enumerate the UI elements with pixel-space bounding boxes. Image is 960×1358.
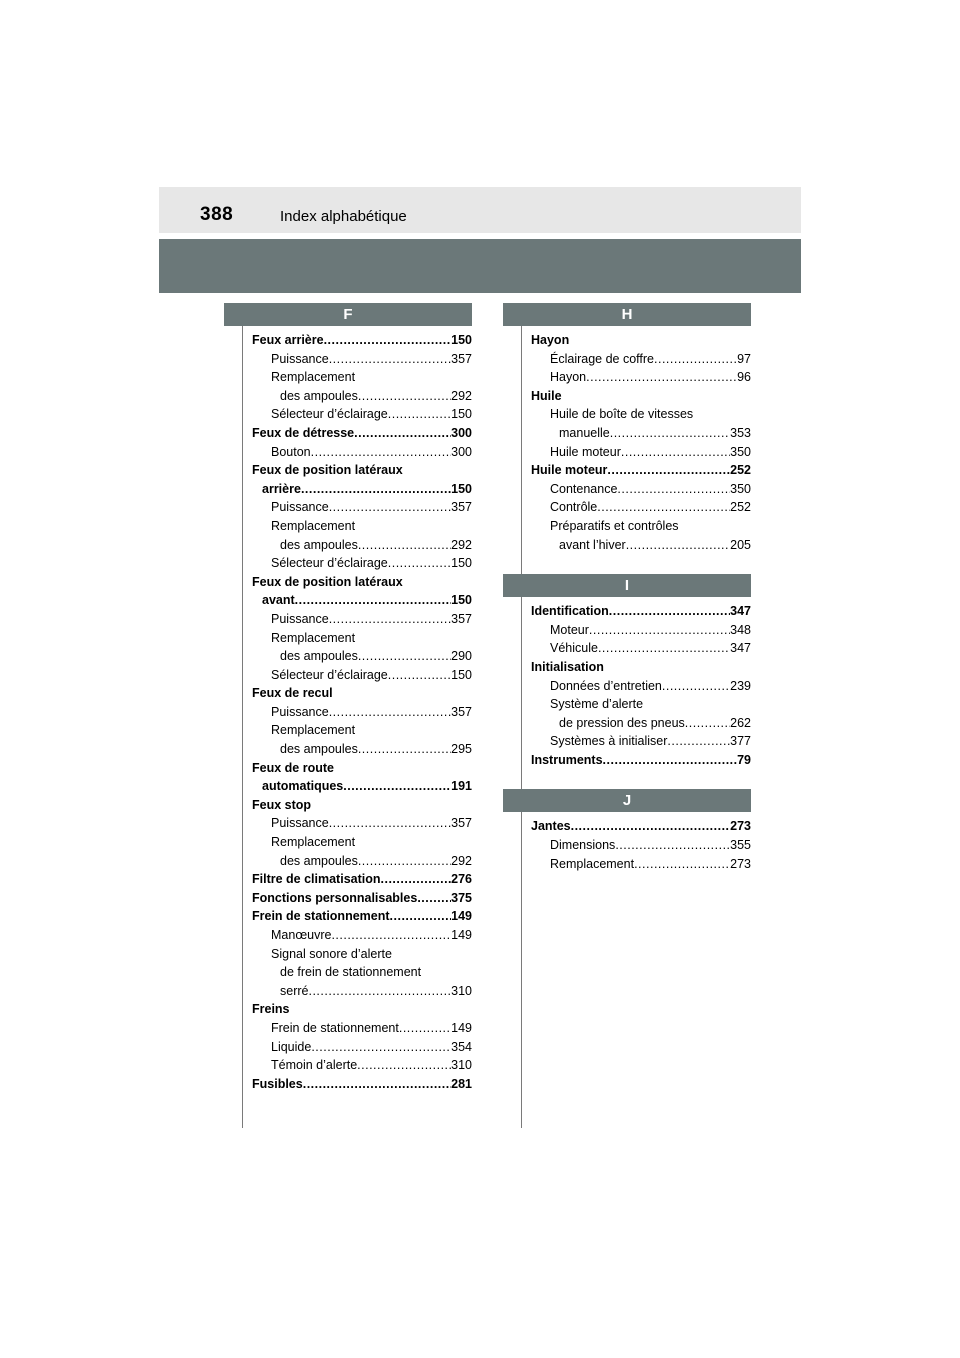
leader-dots [329,350,451,369]
entry-label: arrière [262,481,301,496]
leader-dots [603,751,738,770]
index-entry [252,666,472,685]
index-entry [252,1075,472,1094]
index-entry [531,639,751,658]
entry-label: Sélecteur d’éclairage [271,556,388,571]
entry-label: Sélecteur d’éclairage [271,667,388,682]
entry-label: manuelle [559,425,610,440]
entry-page: 281 [451,1076,472,1091]
entry-page: 357 [451,611,472,626]
index-entry [252,889,472,908]
entry-page: 150 [451,407,472,422]
index-entries-j [522,812,751,873]
entry-label: Dimensions [550,838,616,853]
leader-dots [311,1038,451,1057]
entry-label: Témoin d’alerte [271,1058,358,1073]
entry-label: Systèmes à initialiser [550,734,668,749]
index-entry: de frein de stationnement [280,965,422,980]
leader-dots [329,610,451,629]
index-column-right [521,303,751,1128]
entry-page: 292 [451,388,472,403]
leader-dots [329,498,451,517]
entry-label: Liquide [271,1039,312,1054]
entry-label: Puissance [271,816,329,831]
index-entry [531,836,751,855]
page-number: 388 [200,204,234,225]
leader-dots [390,907,452,926]
leader-dots [654,350,737,369]
entry-page: 353 [730,425,751,440]
entry-page: 300 [451,425,472,440]
index-entry [252,424,472,443]
leader-dots [303,1075,451,1094]
index-entry [531,602,751,621]
entry-page: 292 [451,537,472,552]
entry-label: Fusibles [252,1076,303,1091]
index-entry: Feux de recul [252,686,333,701]
leader-dots [343,777,451,796]
entry-page: 150 [451,593,472,608]
leader-dots [685,714,730,733]
leader-dots [358,536,451,555]
index-entry [252,591,472,610]
leader-dots [621,443,730,462]
entry-label: Fonctions personnalisables [252,890,418,905]
entry-page: 347 [730,641,751,656]
leader-dots [607,461,730,480]
index-entry [531,443,751,462]
index-entries-h [522,326,751,554]
leader-dots [609,602,730,621]
index-entry [252,870,472,889]
entry-page: 347 [730,604,751,619]
entry-label: Contenance [550,481,618,496]
entry-label: Données d’entretien [550,678,662,693]
entry-label: Manœuvre [271,928,332,942]
leader-dots [571,817,731,836]
index-entry: Huile de boîte de vitesses [550,407,694,422]
index-entry [252,350,472,369]
entry-label: Feux de détresse [252,425,355,440]
leader-dots [615,836,730,855]
index-entry [252,740,472,759]
leader-dots [358,852,451,871]
leader-dots [667,732,730,751]
index-entries-i [522,597,751,769]
index-entry [252,1056,472,1075]
entry-page: 355 [730,838,751,853]
leader-dots [354,424,451,443]
index-entry: Freins [252,1002,290,1017]
index-entry [252,331,472,350]
entry-label: serré [280,983,309,998]
leader-dots [301,480,451,499]
entry-page: 300 [451,444,472,459]
entry-page: 149 [451,909,472,924]
index-entry: Préparatifs et contrôles [550,518,679,533]
index-entry [531,751,751,770]
entry-label: Jantes [531,819,571,834]
entry-page: 292 [451,853,472,868]
index-entry [531,677,751,696]
entry-page: 150 [451,556,472,571]
index-entry: Feux stop [252,797,312,812]
entry-label: Remplacement [550,856,635,871]
leader-dots [388,554,451,573]
entry-label: avant [262,593,295,608]
entry-page: 252 [730,463,751,478]
index-entry: Feux de route [252,760,334,775]
leader-dots [617,480,730,499]
index-entry [252,498,472,517]
entry-label: Bouton [271,444,311,459]
index-entry [531,621,751,640]
leader-dots [417,889,451,908]
entry-page: 350 [730,481,751,496]
index-entry [252,1038,472,1057]
leader-dots [399,1019,451,1038]
index-entry [531,480,751,499]
entry-label: des ampoules [280,853,358,868]
entry-page: 97 [737,351,751,366]
entry-label: Hayon [550,370,587,385]
entry-label: Puissance [271,500,329,515]
index-entry [531,424,751,443]
entry-label: Véhicule [550,641,598,656]
entry-page: 205 [730,537,751,552]
leader-dots [634,855,730,874]
leader-dots [324,331,452,350]
index-entry [531,714,751,733]
index-entry [252,926,472,945]
page-title: Index alphabétique [280,208,407,225]
entry-page: 252 [730,500,751,515]
index-entry: Hayon [531,333,570,347]
index-entry: Feux de position latéraux [252,574,403,589]
index-entry [531,817,751,836]
index-entry [252,852,472,871]
index-entry: Remplacement [271,835,356,850]
header-band [159,239,801,293]
entry-page: 357 [451,816,472,831]
leader-dots [331,926,451,945]
leader-dots [597,498,730,517]
entry-page: 310 [451,1058,472,1073]
entry-page: 295 [451,742,472,757]
index-entry [531,461,751,480]
entry-page: 348 [730,622,751,637]
entry-label: Identification [531,604,609,619]
leader-dots [308,982,451,1001]
entry-page: 149 [451,1020,472,1035]
entry-label: des ampoules [280,742,358,757]
entry-label: automatiques [262,779,344,794]
entry-page: 149 [451,928,472,942]
entry-label: Filtre de climatisation [252,872,381,887]
index-entry [252,536,472,555]
entry-label: de pression des pneus [559,715,685,730]
entry-label: des ampoules [280,649,358,664]
entry-page: 273 [730,856,751,871]
entry-label: des ampoules [280,537,358,552]
entry-page: 239 [730,678,751,693]
entry-page: 150 [451,667,472,682]
header-bar [159,187,801,233]
index-entry: Remplacement [271,723,356,738]
index-entry: Signal sonore d’alerte [271,946,392,961]
entry-page: 375 [451,890,472,905]
index-entry [531,732,751,751]
index-entry: Remplacement [271,518,356,533]
entry-label: Huile moteur [550,444,621,459]
leader-dots [662,677,730,696]
section-spacer [522,554,751,574]
entry-label: Frein de stationnement [252,909,390,924]
entry-page: 350 [730,444,751,459]
entry-label: avant l’hiver [559,537,626,552]
entry-page: 150 [451,333,472,347]
leader-dots [388,405,451,424]
index-entry: Remplacement [271,630,356,645]
index-entry: Remplacement [271,370,356,385]
leader-dots [589,621,730,640]
index-entry [531,350,751,369]
section-header-j: J [503,789,751,812]
leader-dots [388,666,451,685]
leader-dots [626,536,730,555]
entry-label: Éclairage de coffre [550,351,654,366]
section-header-f: F [224,303,472,326]
index-entries-f [243,326,472,1093]
entry-label: Frein de stationnement [271,1020,399,1035]
index-entry [531,855,751,874]
entry-label: Instruments [531,752,603,767]
leader-dots [329,814,451,833]
entry-label: des ampoules [280,388,358,403]
entry-page: 262 [730,715,751,730]
leader-dots [358,740,451,759]
entry-page: 290 [451,649,472,664]
index-entry: Système d’alerte [550,697,644,712]
leader-dots [598,639,730,658]
index-entry [252,405,472,424]
leader-dots [358,387,451,406]
entry-label: Sélecteur d’éclairage [271,407,388,422]
entry-page: 150 [451,481,472,496]
entry-page: 357 [451,704,472,719]
entry-page: 354 [451,1039,472,1054]
index-entry: Feux de position latéraux [252,463,403,478]
leader-dots [358,647,451,666]
entry-page: 357 [451,500,472,515]
entry-page: 276 [451,872,472,887]
index-entry [531,536,751,555]
index-entry [252,647,472,666]
leader-dots [586,368,737,387]
section-header-h: H [503,303,751,326]
section-header-i: I [503,574,751,597]
entry-label: Moteur [550,622,589,637]
leader-dots [329,703,451,722]
leader-dots [610,424,730,443]
index-entry [252,387,472,406]
entry-page: 96 [737,370,751,385]
entry-label: Puissance [271,704,329,719]
leader-dots [295,591,451,610]
entry-label: Contrôle [550,500,598,515]
index-entry [252,703,472,722]
index-column-left [242,303,472,1128]
index-entry [252,443,472,462]
index-entry [252,814,472,833]
leader-dots [381,870,452,889]
entry-page: 191 [451,779,472,794]
entry-label: Puissance [271,351,329,366]
index-entry: Initialisation [531,659,604,674]
index-entry [252,610,472,629]
index-entry [252,777,472,796]
index-entry [252,907,472,926]
leader-dots [311,443,452,462]
index-entry [252,982,472,1001]
index-entry [252,1019,472,1038]
entry-page: 79 [737,752,751,767]
section-spacer [522,769,751,789]
entry-page: 377 [730,734,751,749]
index-entry [252,554,472,573]
index-entry [531,498,751,517]
entry-page: 273 [730,819,751,834]
entry-page: 310 [451,983,472,998]
entry-page: 357 [451,351,472,366]
entry-label: Feux arrière [252,333,324,347]
index-entry [531,368,751,387]
entry-label: Huile moteur [531,463,608,478]
index-entry [252,480,472,499]
entry-label: Puissance [271,611,329,626]
leader-dots [357,1056,451,1075]
index-entry: Huile [531,388,562,403]
